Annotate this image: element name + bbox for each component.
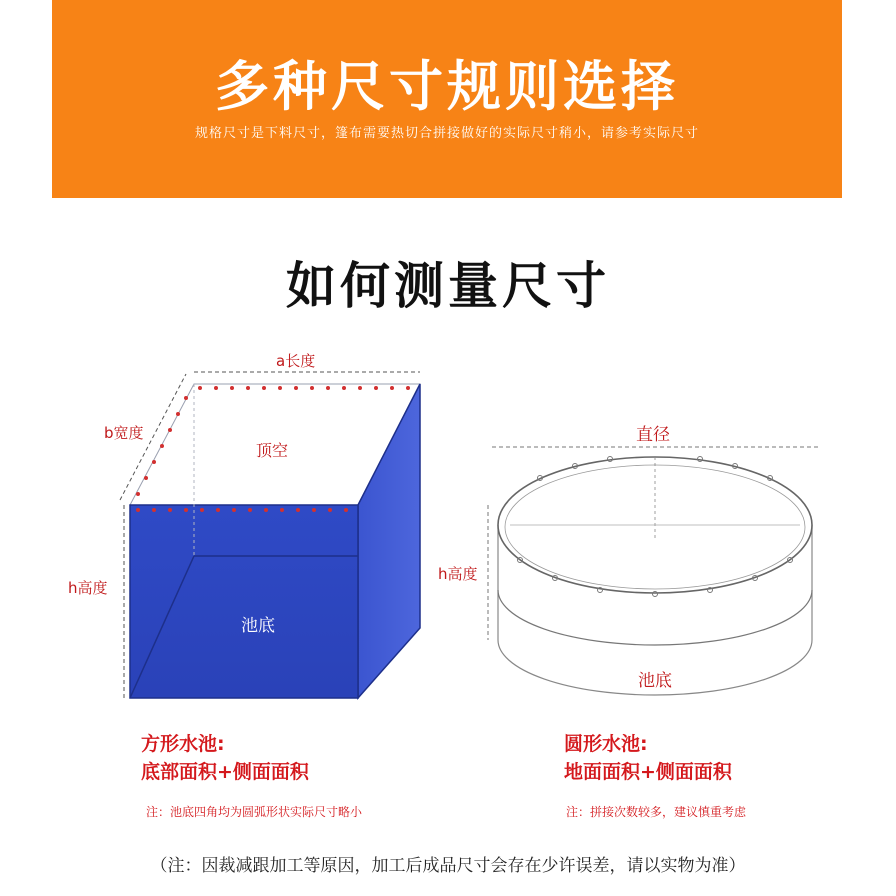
square-pool-caption: [141, 730, 309, 786]
round-pool-caption-line1: 圆形水池:: [564, 733, 648, 755]
page-title: 如何测量尺寸: [286, 257, 610, 315]
round-pool-drawing: [488, 447, 818, 695]
square-pool-note: 注：池底四角均为圆弧形状实际尺寸略小: [146, 805, 363, 819]
round-pool-caption-line2: 地面面积+侧面面积: [564, 761, 732, 783]
round-height-label: h高度: [438, 565, 478, 583]
top-space-label: 顶空: [256, 441, 289, 460]
width-label: b宽度: [104, 424, 144, 442]
square-pool-front-face: [130, 505, 358, 698]
banner-subtitle: 规格尺寸是下料尺寸，篷布需要热切合拼接做好的实际尺寸稍小，请参考实际尺寸: [194, 126, 699, 141]
diameter-label: 直径: [636, 425, 670, 445]
round-pool-note: 注：拼接次数较多，建议慎重考虑: [566, 805, 747, 819]
banner-title: 多种尺寸规则选择: [215, 55, 679, 118]
square-pool-caption-line1: 方形水池:: [141, 733, 225, 755]
square-pool-bottom-label: 池底: [241, 616, 275, 636]
footer-note: （注：因裁减跟加工等原因，加工后成品尺寸会存在少许误差，请以实物为准）: [150, 856, 746, 876]
round-pool-caption: [564, 730, 732, 786]
height-label: h高度: [68, 579, 108, 597]
square-pool-caption-line2: 底部面积+侧面面积: [141, 761, 309, 783]
round-pool-bottom-label: 池底: [638, 671, 672, 691]
square-pool-drawing: [120, 372, 420, 698]
length-label: a长度: [276, 352, 316, 370]
